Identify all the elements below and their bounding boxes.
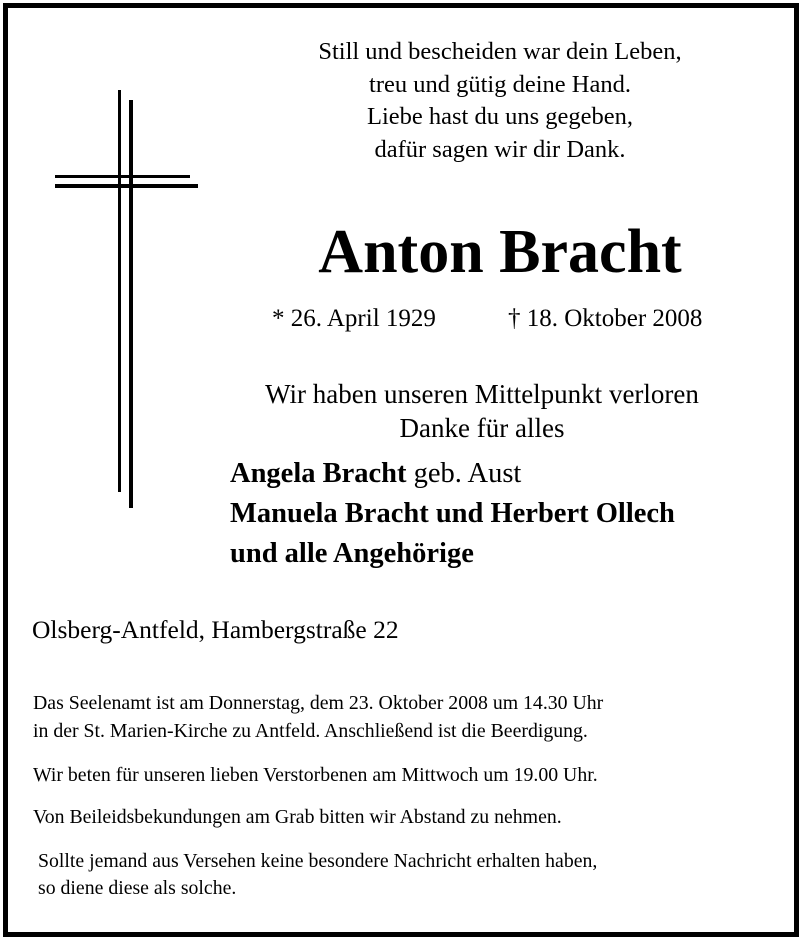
poem: [250, 36, 750, 166]
family-line-spouse: [230, 456, 521, 492]
poem-line: treu und gütig deine Hand.: [369, 70, 631, 98]
message-line: Danke für alles: [399, 413, 565, 443]
cross-icon: [50, 85, 200, 515]
poem-line: Liebe hast du uns gegeben,: [366, 103, 634, 130]
address: Olsberg-Antfeld, Hambergstraße 22: [32, 615, 399, 644]
family-line-relatives: [230, 536, 474, 572]
birth-date: * 26. April 1929: [272, 305, 436, 332]
children-names: Manuela Bracht und Herbert Ollech: [230, 498, 675, 529]
info-line: in der St. Marien-Kirche zu Antfeld. Anschließend ist die Beerdigung.: [33, 720, 588, 742]
relatives-text: und alle Angehörige: [230, 538, 474, 569]
message-line: Wir haben unseren Mittelpunkt verloren: [265, 379, 699, 409]
info-line: Von Beileidsbekundungen am Grab bitten wir Abstand zu nehmen.: [33, 806, 562, 828]
mourning-message: [232, 377, 732, 445]
info-line: so diene diese als solche.: [38, 877, 237, 899]
info-line: Wir beten für unseren lieben Verstorbenen am Mittwoch um 19.00 Uhr.: [33, 764, 598, 786]
poem-line: Still und bescheiden war dein Leben,: [318, 38, 682, 65]
spouse-name: Angela Bracht: [230, 458, 407, 489]
deceased-name: Anton Bracht: [318, 218, 682, 286]
info-line: Sollte jemand aus Versehen keine besondere Nachricht erhalten haben,: [38, 850, 598, 872]
family-line-children: [230, 496, 675, 532]
poem-line: dafür sagen wir dir Dank.: [374, 135, 626, 163]
spouse-maiden-name: geb. Aust: [406, 458, 522, 489]
death-date: † 18. Oktober 2008: [508, 305, 703, 332]
info-line: Das Seelenamt ist am Donnerstag, dem 23. Oktober 2008 um 14.30 Uhr: [33, 692, 604, 714]
